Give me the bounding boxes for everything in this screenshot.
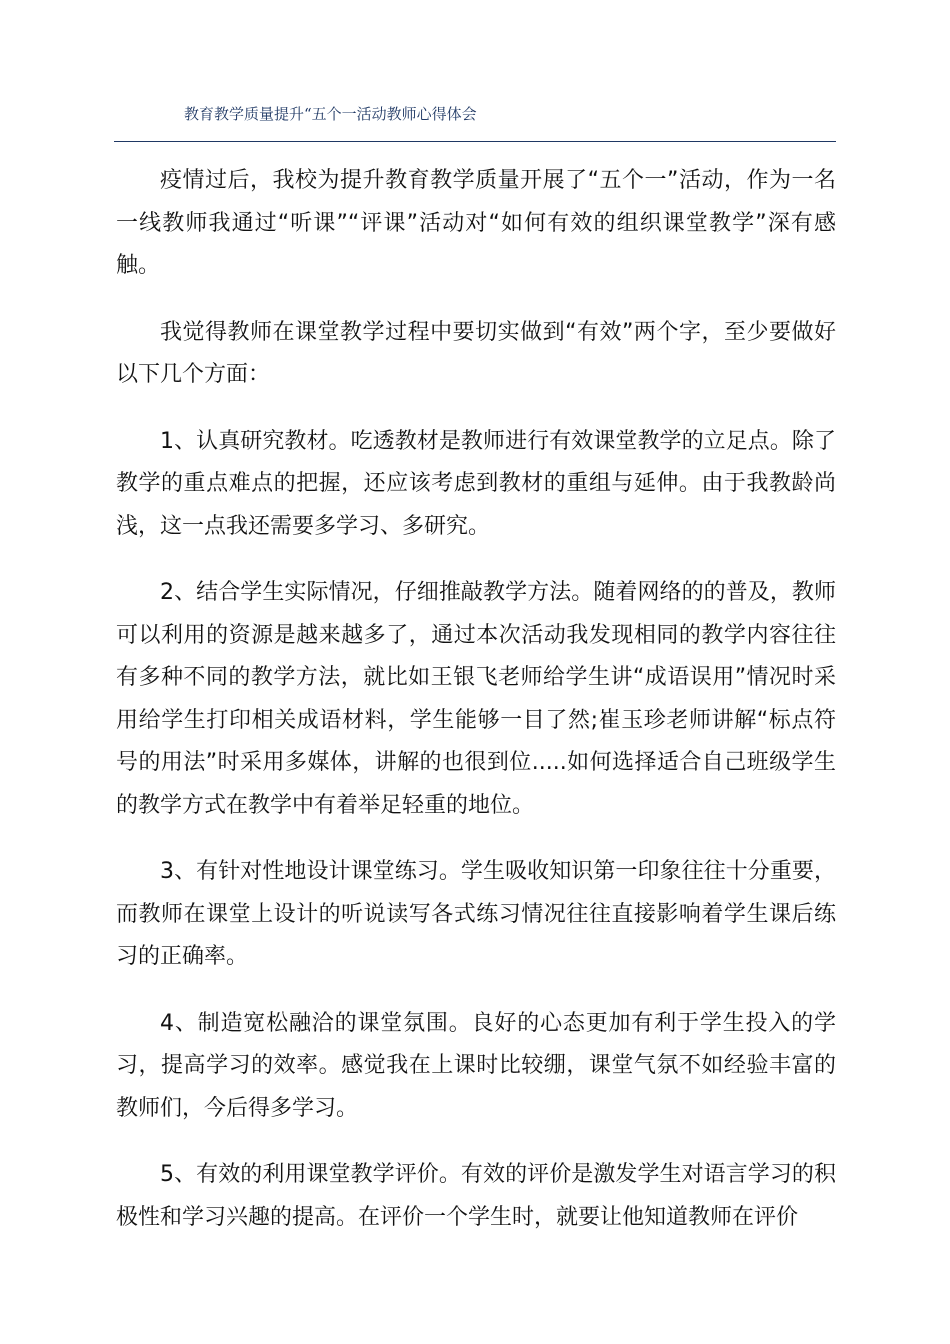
page-header: 教育教学质量提升“五个一活动教师心得体会: [184, 105, 477, 123]
paragraph-point-2: 2、结合学生实际情况，仔细推敲教学方法。随着网络的的普及，教师可以利用的资源是越来越多了，通过本次活动我发现相同的教学内容往往有多种不同的教学方法，就比如王银飞老师给学生讲“成语误用”情况时采用给学生打印相关成语材料，学生能够一目了然;崔玉珍老师讲解“标点符号的用法”时采用多媒体，讲解的也很到位.....如何选择适合自己班级学生的教学方式在教学中有着举足轻重的地位。: [116, 580, 836, 818]
paragraph-point-3: 3、有针对性地设计课堂练习。学生吸收知识第一印象往往十分重要，而教师在课堂上设计的听说读写各式练习情况往往直接影响着学生课后练习的正确率。: [116, 859, 836, 969]
header-divider: [114, 141, 836, 142]
paragraph-point-4: 4、制造宽松融洽的课堂氛围。良好的心态更加有利于学生投入的学习，提高学习的效率。感觉我在上课时比较绷，课堂气氛不如经验丰富的教师们，今后得多学习。: [116, 1010, 836, 1121]
paragraph-point-5: 5、有效的利用课堂教学评价。有效的评价是激发学生对语言学习的积极性和学习兴趣的提高。在评价一个学生时，就要让他知道教师在评价: [116, 1162, 836, 1230]
paragraph-intro: 疫情过后，我校为提升教育教学质量开展了“五个一”活动，作为一名一线教师我通过“听课”“评课”活动对“如何有效的组织课堂教学”深有感触。: [116, 168, 836, 278]
paragraph-point-1: 1、认真研究教材。吃透教材是教师进行有效课堂教学的立足点。除了教学的重点难点的把握，还应该考虑到教材的重组与延伸。由于我教龄尚浅，这一点我还需要多学习、多研究。: [116, 428, 836, 539]
paragraph-overview: 我觉得教师在课堂教学过程中要切实做到“有效”两个字，至少要做好以下几个方面：: [116, 319, 836, 387]
document-body: [116, 160, 836, 1263]
